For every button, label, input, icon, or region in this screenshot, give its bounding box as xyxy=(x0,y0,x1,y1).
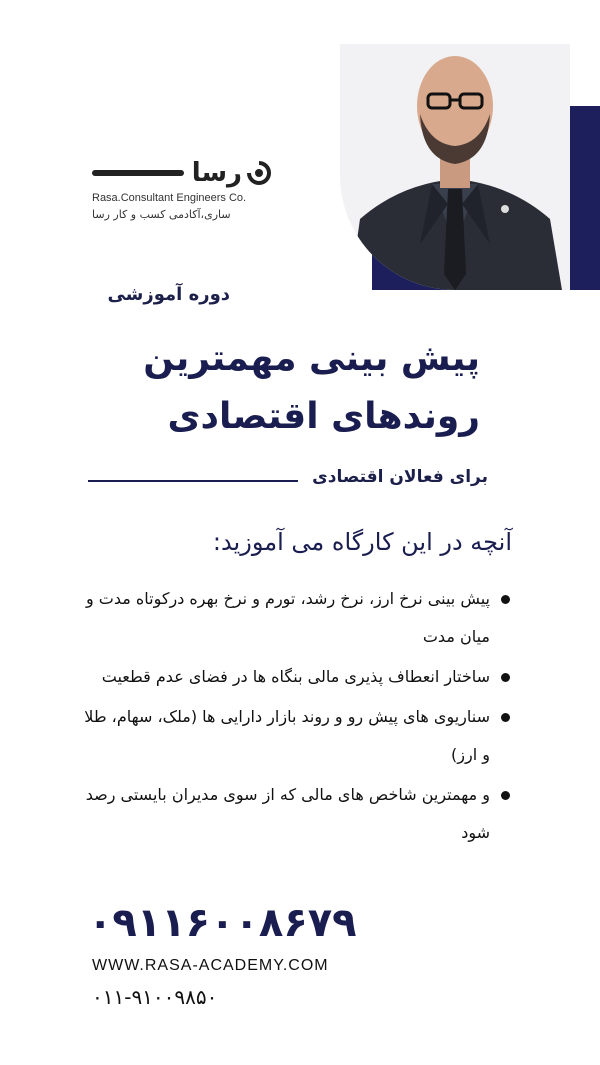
topics-list xyxy=(80,580,510,854)
brand-tagline: ساری،آکادمی کسب و کار رسا xyxy=(92,208,231,221)
list-item xyxy=(80,580,510,656)
logo-mark xyxy=(92,160,272,186)
list-item-text: سناریوی های پیش رو و روند بازار دارایی ها (ملک، سهام، طلا و ارز) xyxy=(84,707,490,764)
course-title-line-1: پیش بینی مهمترین xyxy=(143,338,480,379)
logo-swirl-icon xyxy=(246,160,272,186)
mobile-number[interactable]: ۰۹۱۱۶۰۰۸۶۷۹ xyxy=(88,900,357,946)
website-link[interactable]: WWW.RASA-ACADEMY.COM xyxy=(92,957,329,974)
list-item xyxy=(80,698,510,774)
list-item xyxy=(80,776,510,852)
brand-logo xyxy=(92,160,272,221)
logo-underline xyxy=(92,170,184,176)
bullet-icon xyxy=(501,595,510,604)
audience-label: برای فعالان اقتصادی xyxy=(312,467,488,487)
bullet-icon xyxy=(501,713,510,722)
learn-heading: آنچه در این کارگاه می آموزید: xyxy=(212,528,512,556)
presenter-photo xyxy=(340,44,570,290)
course-kind: دوره آموزشی xyxy=(107,284,230,305)
landline-number[interactable]: ۰۱۱-۹۱۰۰۹۸۵۰ xyxy=(92,985,218,1009)
brand-english-name: Rasa.Consultant Engineers Co. xyxy=(92,192,247,204)
list-item-text: و مهمترین شاخص های مالی که از سوی مدیران بایستی رصد شود xyxy=(85,785,490,842)
list-item xyxy=(80,658,510,696)
bullet-icon xyxy=(501,673,510,682)
list-item-text: پیش بینی نرخ ارز، نرخ رشد، تورم و نرخ بهره درکوتاه مدت و میان مدت xyxy=(85,589,490,646)
audience-row xyxy=(88,462,488,492)
audience-divider xyxy=(88,480,298,482)
bullet-icon xyxy=(501,791,510,800)
course-title xyxy=(60,330,480,446)
list-item-text: ساختار انعطاف پذیری مالی بنگاه ها در فضای عدم قطعیت xyxy=(101,667,490,686)
course-title-line-2: روندهای اقتصادی xyxy=(167,396,480,437)
logo-text: رسا xyxy=(191,158,242,188)
